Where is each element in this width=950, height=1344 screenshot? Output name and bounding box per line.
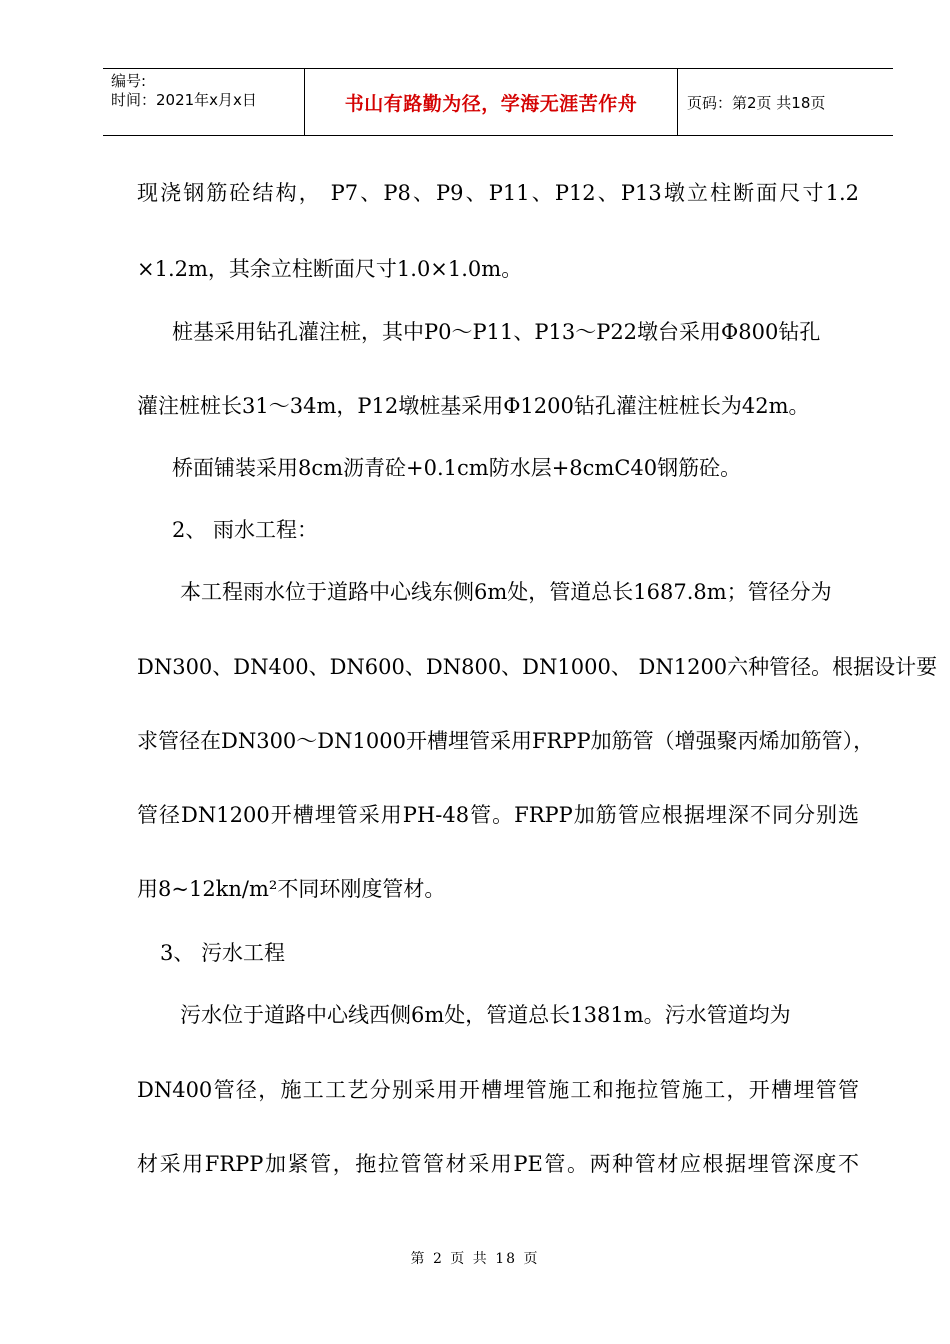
- body-line: 材采用FRPP加紧管，拖拉管管材采用PE管。两种管材应根据埋管深度不: [137, 1152, 859, 1176]
- body-line: 管径DN1200开槽埋管采用PH-48管。FRPP加筋管应根据埋深不同分别选: [137, 803, 859, 827]
- header-page-number: 页码：第2页 共18页: [687, 93, 826, 112]
- body-line: ×1.2m，其余立柱断面尺寸1.0×1.0m。: [137, 257, 523, 281]
- document-number-label: 编号:: [111, 72, 147, 90]
- section-heading: 3、 污水工程: [160, 941, 286, 965]
- page-header: [103, 68, 893, 136]
- body-line: 求管径在DN300～DN1000开槽埋管采用FRPP加筋管（增强聚丙烯加筋管），: [137, 729, 875, 753]
- body-line: 桥面铺装采用8cm沥青砼+0.1cm防水层+8cmC40钢筋砼。: [172, 456, 742, 480]
- body-line: 桩基采用钻孔灌注桩，其中P0～P11、P13～P22墩台采用Φ800钻孔: [172, 320, 821, 344]
- body-line: DN300、DN400、DN600、DN800、DN1000、 DN1200六种管径。根据设计要: [137, 655, 938, 679]
- body-line: 污水位于道路中心线西侧6m处，管道总长1381m。污水管道均为: [180, 1003, 791, 1027]
- header-meta: [103, 69, 304, 135]
- header-motto-cell: [304, 69, 678, 135]
- body-line: 本工程雨水位于道路中心线东侧6m处，管道总长1687.8m；管径分为: [180, 580, 832, 604]
- page-footer: 第 2 页 共 18 页: [410, 1251, 540, 1267]
- section-heading: 2、 雨水工程：: [172, 518, 319, 542]
- body-line: 灌注桩桩长31～34m，P12墩桩基采用Φ1200钻孔灌注桩桩长为42m。: [137, 394, 810, 418]
- document-date: 时间：2021年x月x日: [111, 91, 257, 109]
- header-page-cell: [678, 69, 893, 135]
- body-line: 现浇钢筋砼结构， P7、P8、P9、P11、P12、P13墩立柱断面尺寸1.2: [137, 181, 859, 205]
- body-line: 用8~12kn/m²不同环刚度管材。: [137, 877, 446, 901]
- header-motto: 书山有路勤为径，学海无涯苦作舟: [344, 92, 638, 115]
- body-line: DN400管径，施工工艺分别采用开槽埋管施工和拖拉管施工，开槽埋管管: [137, 1078, 859, 1102]
